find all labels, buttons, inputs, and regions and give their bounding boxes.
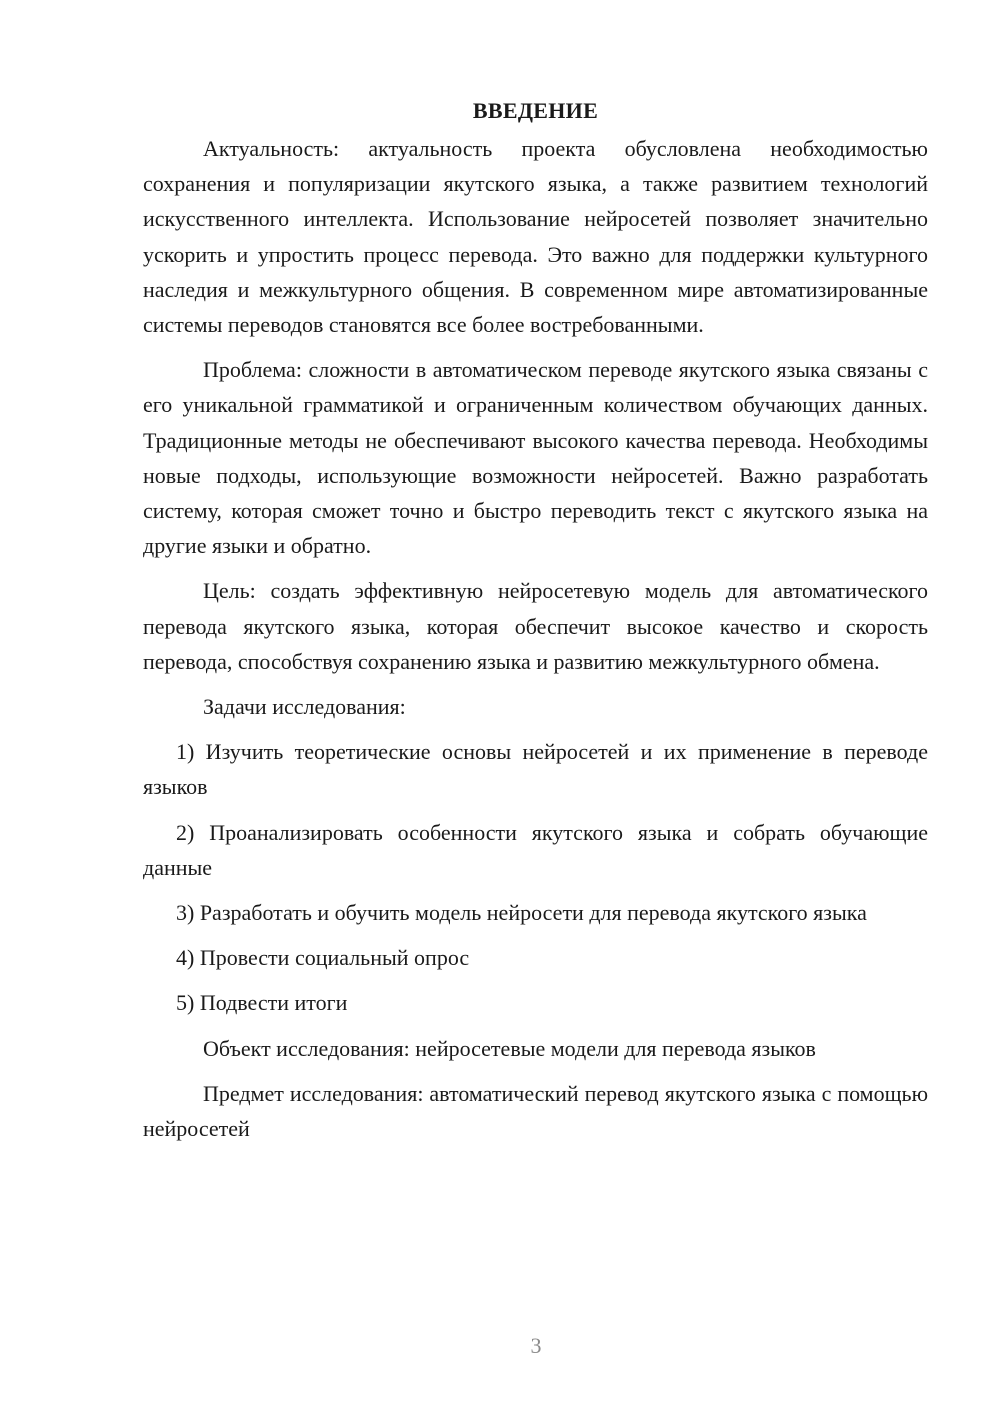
relevance-paragraph: Актуальность: актуальность проекта обусловлена необходимостью сохранения и популяризации якутского языка, а также развитием технологий искусственного интеллекта. Использование нейросетей позволяет значительно ускорить и упростить процесс перевода. Это важно для поддержки культурного наследия и межкультурного общения. В современном мире автоматизированные системы переводов становятся все более востребованными.	[143, 136, 928, 338]
task-item-5: 5) Подвести итоги	[176, 990, 348, 1016]
page-title: ВВЕДЕНИЕ	[472, 98, 599, 123]
research-subject: Предмет исследования: автоматический перевод якутского языка с помощью нейросетей	[143, 1080, 928, 1142]
task-item-3: 3) Разработать и обучить модель нейросети для перевода якутского языка	[176, 900, 867, 926]
tasks-heading: Задачи исследования:	[203, 694, 406, 720]
problem-paragraph: Проблема: сложности в автоматическом переводе якутского языка связаны с его уникальной грамматикой и ограниченным количеством обучающих данных. Традиционные методы не обеспечивают высокого качества перевода. Необходимы новые подходы, использующие возможности нейросетей. Важно разработать систему, которая сможет точно и быстро переводить текст с якутского языка на другие языки и обратно.	[143, 357, 928, 559]
task-item-4: 4) Провести социальный опрос	[176, 945, 470, 971]
research-object: Объект исследования: нейросетевые модели для перевода языков	[203, 1035, 816, 1061]
task-item-2: 2) Проанализировать особенности якутского языка и собрать обучающие данные	[143, 819, 928, 880]
goal-paragraph: Цель: создать эффективную нейросетевую модель для автоматического перевода якутского языка, которая обеспечит высокое качество и скорость перевода, способствуя сохранению языка и развитию межкультурного обмена.	[143, 578, 928, 674]
page-content	[143, 95, 928, 1156]
task-item-1: 1) Изучить теоретические основы нейросетей и их применение в переводе языков	[143, 739, 928, 800]
page-number: 3	[530, 1333, 542, 1358]
